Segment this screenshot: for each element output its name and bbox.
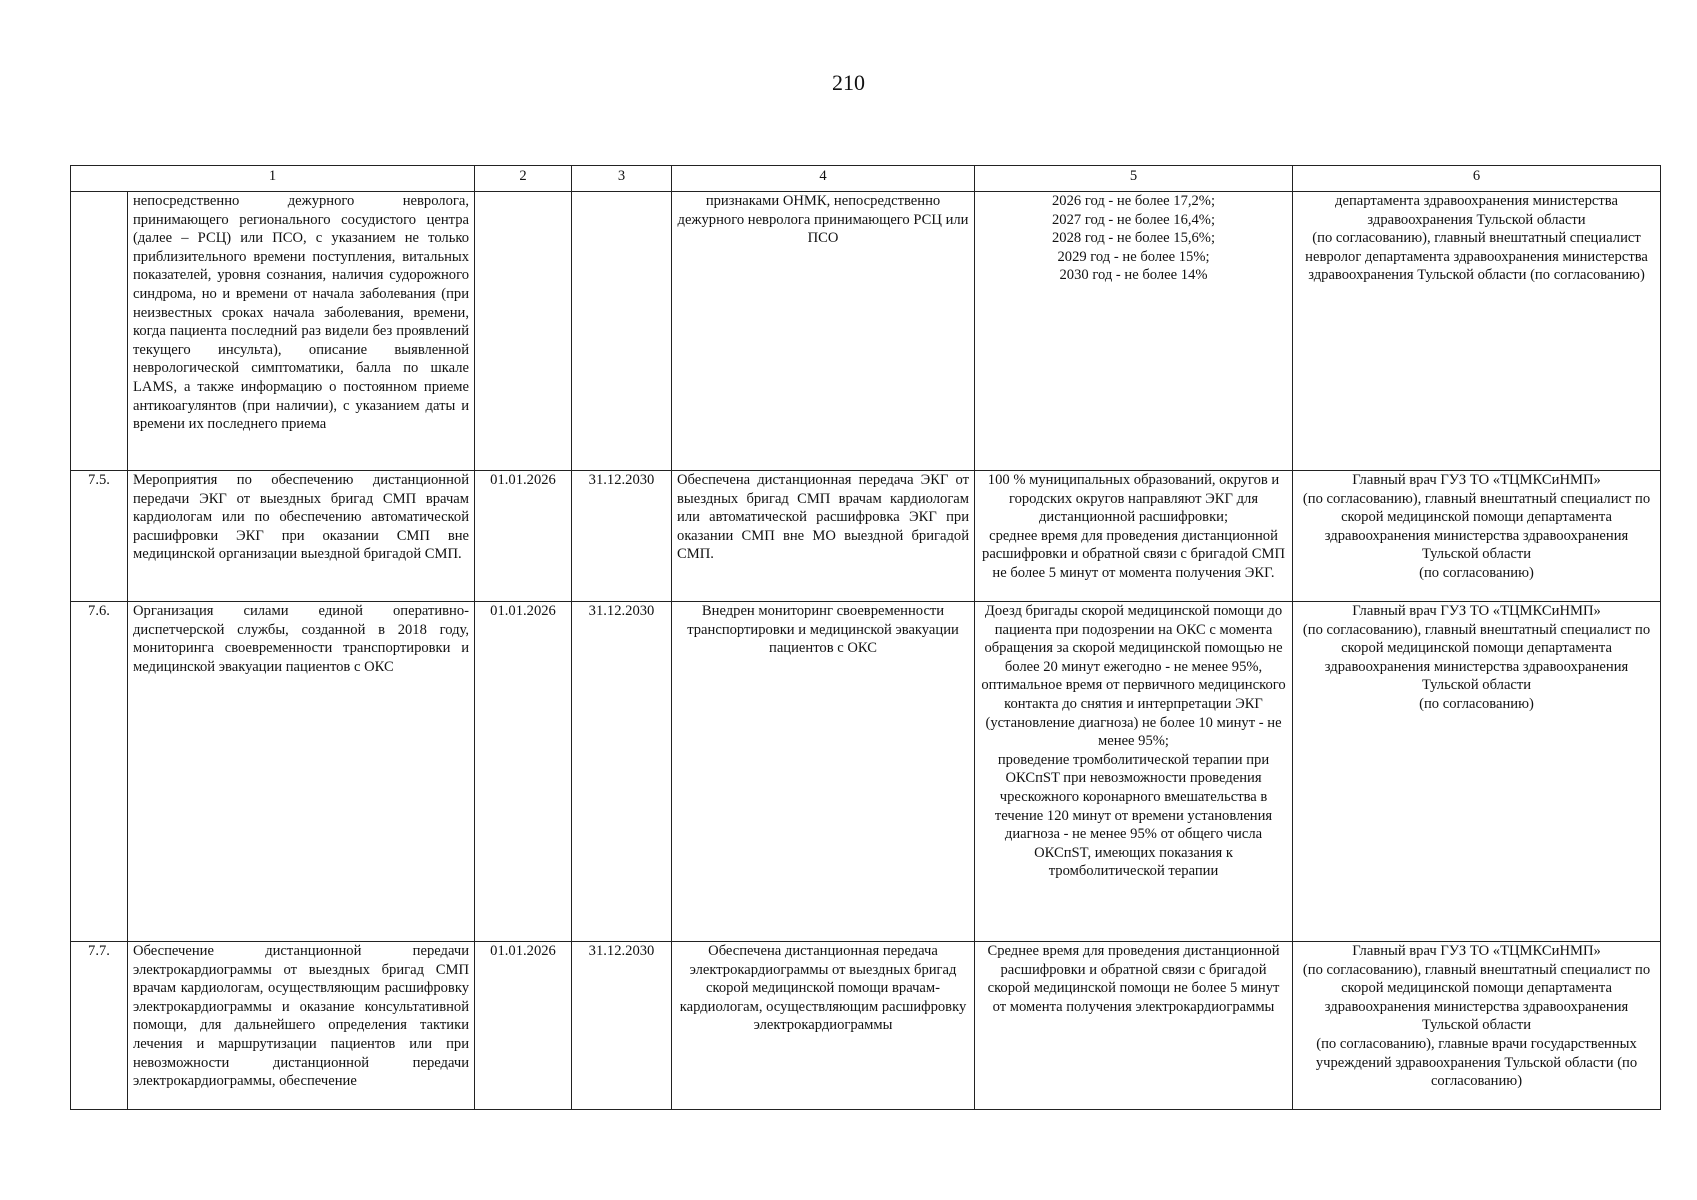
start-date-cell: 01.01.2026 <box>475 471 572 602</box>
event-cell: Мероприятия по обеспечению дистанционной передачи ЭКГ от выездных бригад СМП врачам кардиологам или по обеспечению автоматической расшифровки ЭКГ при оказании СМП вне медицинской организации выездной бригадой СМП. <box>128 471 475 602</box>
column-header-3: 3 <box>572 166 672 192</box>
row-number: 7.6. <box>71 602 128 942</box>
column-header-6: 6 <box>1293 166 1661 192</box>
responsible-cell: Главный врач ГУЗ ТО «ТЦМКСиНМП» (по согласованию), главный внештатный специалист по скорой медицинской помощи департамента здравоохранения министерства здравоохранения Тульской области (по согласованию), главные врачи государственных учреждений здравоохранения Тульской области (по согласованию) <box>1293 942 1661 1110</box>
indicator-cell: Доезд бригады скорой медицинской помощи до пациента при подозрении на ОКС с момента обращения за скорой медицинской помощью не более 20 минут ежегодно - не менее 95%, оптимальное время от первичного медицинского контакта до снятия и интерпретации ЭКГ (установление диагноза) не более 10 минут - не менее 95%; проведение тромболитической терапии при ОКСпST при невозможности проведения чрескожного коронарного вмешательства в течение 120 минут от времени установления диагноза - не менее 95% от общего числа ОКСпST, имеющих показания к тромболитической терапии <box>975 602 1293 942</box>
column-header-1: 1 <box>71 166 475 192</box>
end-date-cell <box>572 192 672 471</box>
responsible-cell: департамента здравоохранения министерства здравоохранения Тульской области (по согласованию), главный внештатный специалист невролог департамента здравоохранения министерства здравоохранения Тульской области (по согласованию) <box>1293 192 1661 471</box>
responsible-cell: Главный врач ГУЗ ТО «ТЦМКСиНМП» (по согласованию), главный внештатный специалист по скорой медицинской помощи департамента здравоохранения министерства здравоохранения Тульской области (по согласованию) <box>1293 471 1661 602</box>
indicator-cell: 2026 год - не более 17,2%; 2027 год - не более 16,4%; 2028 год - не более 15,6%; 2029 год - не более 15%; 2030 год - не более 14% <box>975 192 1293 471</box>
header-row <box>71 166 1661 192</box>
result-cell: Внедрен мониторинг своевременности транспортировки и медицинской эвакуации пациентов с ОКС <box>672 602 975 942</box>
result-cell: Обеспечена дистанционная передача электрокардиограммы от выездных бригад скорой медицинской помощи врачам-кардиологам, осуществляющим расшифровку электрокардиограммы <box>672 942 975 1110</box>
table-row <box>71 942 1661 1110</box>
start-date-cell: 01.01.2026 <box>475 942 572 1110</box>
event-cell: непосредственно дежурного невролога, принимающего регионального сосудистого центра (далее – РСЦ) или ПСО, с указанием не только приблизительного времени поступления, витальных показателей, уровня сознания, наличия судорожного синдрома, но и времени от начала заболевания (при неизвестных сроках начала заболевания, времени, когда пациента последний раз видели без проявлений текущего инсульта), описание выявленной неврологической симптоматики, балла по шкале LAMS, а также информацию о постоянном приеме антикоагулянтов (при наличии), с указанием даты и времени их последнего приема <box>128 192 475 471</box>
indicator-cell: 100 % муниципальных образований, округов и городских округов направляют ЭКГ для дистанционной расшифровки; среднее время для проведения дистанционной расшифровки и обратной связи с бригадой СМП не более 5 минут от момента получения ЭКГ. <box>975 471 1293 602</box>
table-row <box>71 602 1661 942</box>
table-row <box>71 192 1661 471</box>
row-number: 7.5. <box>71 471 128 602</box>
table-row <box>71 471 1661 602</box>
result-cell: Обеспечена дистанционная передача ЭКГ от выездных бригад СМП врачам кардиологам или автоматической расшифровка ЭКГ при оказании СМП вне МО выездной бригадой СМП. <box>672 471 975 602</box>
row-number <box>71 192 128 471</box>
event-cell: Обеспечение дистанционной передачи электрокардиограммы от выездных бригад СМП врачам кардиологам, осуществляющим расшифровку электрокардиограммы и оказание консультативной помощи, для дальнейшего определения тактики лечения и маршрутизации пациентов или при невозможности дистанционной передачи электрокардиограммы, обеспечение <box>128 942 475 1110</box>
start-date-cell: 01.01.2026 <box>475 602 572 942</box>
responsible-cell: Главный врач ГУЗ ТО «ТЦМКСиНМП» (по согласованию), главный внештатный специалист по скорой медицинской помощи департамента здравоохранения министерства здравоохранения Тульской области (по согласованию) <box>1293 602 1661 942</box>
start-date-cell <box>475 192 572 471</box>
column-header-4: 4 <box>672 166 975 192</box>
result-cell: признаками ОНМК, непосредственно дежурного невролога принимающего РСЦ или ПСО <box>672 192 975 471</box>
measures-table <box>70 165 1661 1110</box>
column-header-5: 5 <box>975 166 1293 192</box>
indicator-cell: Среднее время для проведения дистанционной расшифровки и обратной связи с бригадой скорой медицинской помощи не более 5 минут от момента получения электрокардиограммы <box>975 942 1293 1110</box>
page-number: 210 <box>832 70 865 95</box>
column-header-2: 2 <box>475 166 572 192</box>
end-date-cell: 31.12.2030 <box>572 942 672 1110</box>
row-number: 7.7. <box>71 942 128 1110</box>
end-date-cell: 31.12.2030 <box>572 471 672 602</box>
event-cell: Организация силами единой оперативно-диспетчерской службы, созданной в 2018 году, мониторинга своевременности транспортировки и медицинской эвакуации пациентов с ОКС <box>128 602 475 942</box>
end-date-cell: 31.12.2030 <box>572 602 672 942</box>
